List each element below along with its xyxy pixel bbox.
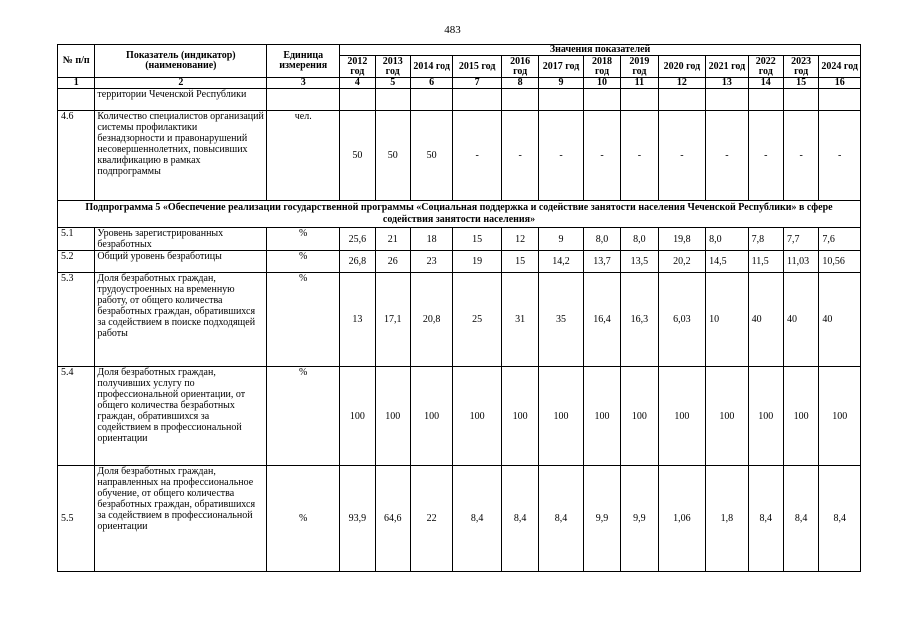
value-cell: - [539, 111, 583, 201]
row-unit: % [267, 273, 340, 367]
header-num: № п/п [58, 45, 95, 78]
value-cell: 14,5 [706, 251, 748, 273]
row-indicator: Количество специалистов организаций системы профилактики безнадзорности и правонарушений несовершеннолетних, повысивших квалификацию в рамках подпрограммы [95, 111, 267, 201]
value-cell: 13,7 [583, 251, 620, 273]
continuation-indicator: территории Чеченской Республики [95, 89, 267, 111]
column-number: 5 [375, 78, 410, 89]
value-cell: 26 [375, 251, 410, 273]
table-row [58, 228, 861, 251]
value-cell: 100 [583, 367, 620, 466]
header-year: 2019 год [621, 56, 658, 78]
value-cell: 7,8 [748, 228, 783, 251]
row-continued-v [340, 89, 375, 111]
value-cell: 20,2 [658, 251, 706, 273]
value-cell: - [453, 111, 502, 201]
value-cell: 10,56 [819, 251, 861, 273]
value-cell: - [583, 111, 620, 201]
value-cell: 9 [539, 228, 583, 251]
header-year: 2013 год [375, 56, 410, 78]
row-unit: % [267, 466, 340, 572]
column-number: 15 [783, 78, 818, 89]
value-cell: 19,8 [658, 228, 706, 251]
value-cell: 100 [453, 367, 502, 466]
value-cell: 64,6 [375, 466, 410, 572]
header-year: 2023 год [783, 56, 818, 78]
row-num: 5.5 [58, 466, 95, 572]
header-year: 2015 год [453, 56, 502, 78]
table-row [58, 466, 861, 572]
value-cell: 8,4 [783, 466, 818, 572]
row-indicator: Доля безработных граждан, получивших услугу по профессиональной ориентации, от общего количества безработных граждан, обратившихся за содействием в профессиональной ориентации [95, 367, 267, 466]
value-cell: 100 [748, 367, 783, 466]
header-year: 2018 год [583, 56, 620, 78]
column-number: 16 [819, 78, 861, 89]
header-year: 2014 год [410, 56, 452, 78]
value-cell: - [501, 111, 538, 201]
column-number: 7 [453, 78, 502, 89]
row-unit: % [267, 367, 340, 466]
value-cell: - [783, 111, 818, 201]
row-unit: % [267, 228, 340, 251]
value-cell: 100 [539, 367, 583, 466]
value-cell: 8,4 [748, 466, 783, 572]
header-year: 2017 год [539, 56, 583, 78]
value-cell: 15 [453, 228, 502, 251]
row-unit: чел. [267, 111, 340, 201]
row-indicator: Доля безработных граждан, направленных на профессиональное обучение, от общего количества безработных граждан, обратившихся за содействием в профессиональной ориентации [95, 466, 267, 572]
value-cell: 100 [783, 367, 818, 466]
header-values-title: Значения показателей [340, 45, 861, 56]
value-cell: 8,4 [539, 466, 583, 572]
value-cell: - [819, 111, 861, 201]
value-cell: 23 [410, 251, 452, 273]
value-cell: 50 [410, 111, 452, 201]
header-year: 2020 год [658, 56, 706, 78]
value-cell: 21 [375, 228, 410, 251]
value-cell: 13,5 [621, 251, 658, 273]
row-continued-num [58, 89, 95, 111]
value-cell: 6,03 [658, 273, 706, 367]
value-cell: 12 [501, 228, 538, 251]
value-cell: 100 [501, 367, 538, 466]
value-cell: 18 [410, 228, 452, 251]
value-cell: 19 [453, 251, 502, 273]
row-num: 4.6 [58, 111, 95, 201]
header-unit: Единица измерения [267, 45, 340, 78]
column-number: 4 [340, 78, 375, 89]
column-number: 3 [267, 78, 340, 89]
value-cell: 40 [783, 273, 818, 367]
row-num: 5.3 [58, 273, 95, 367]
header-year: 2022 год [748, 56, 783, 78]
value-cell: 16,3 [621, 273, 658, 367]
value-cell: 100 [819, 367, 861, 466]
value-cell: 25,6 [340, 228, 375, 251]
table-row [58, 273, 861, 367]
row-indicator: Доля безработных граждан, трудоустроенных на временную работу, от общего количества безработных граждан, обратившихся за содействием в поиске подходящей работы [95, 273, 267, 367]
row-continued-unit [267, 89, 340, 111]
value-cell: 100 [621, 367, 658, 466]
row-indicator: Уровень зарегистрированных безработных [95, 228, 267, 251]
header-year: 2024 год [819, 56, 861, 78]
value-cell: - [658, 111, 706, 201]
value-cell: 7,7 [783, 228, 818, 251]
value-cell: 15 [501, 251, 538, 273]
value-cell: 9,9 [583, 466, 620, 572]
value-cell: 40 [819, 273, 861, 367]
value-cell: 25 [453, 273, 502, 367]
row-unit: % [267, 251, 340, 273]
value-cell: 40 [748, 273, 783, 367]
column-number: 14 [748, 78, 783, 89]
header-indicator: Показатель (индикатор) (наименование) [95, 45, 267, 78]
value-cell: - [748, 111, 783, 201]
value-cell: 100 [340, 367, 375, 466]
indicators-table [57, 44, 861, 572]
value-cell: 7,6 [819, 228, 861, 251]
column-number: 12 [658, 78, 706, 89]
value-cell: - [706, 111, 748, 201]
value-cell: 8,0 [583, 228, 620, 251]
value-cell: 20,8 [410, 273, 452, 367]
column-number: 10 [583, 78, 620, 89]
value-cell: 9,9 [621, 466, 658, 572]
value-cell: 8,4 [819, 466, 861, 572]
table-row [58, 367, 861, 466]
value-cell: 26,8 [340, 251, 375, 273]
row-num: 5.4 [58, 367, 95, 466]
column-number: 6 [410, 78, 452, 89]
value-cell: 10 [706, 273, 748, 367]
value-cell: 17,1 [375, 273, 410, 367]
column-number: 1 [58, 78, 95, 89]
value-cell: 50 [340, 111, 375, 201]
value-cell: 100 [706, 367, 748, 466]
value-cell: 35 [539, 273, 583, 367]
page-number: 483 [444, 24, 461, 36]
value-cell: 31 [501, 273, 538, 367]
value-cell: 8,0 [621, 228, 658, 251]
value-cell: 93,9 [340, 466, 375, 572]
table-row [58, 251, 861, 273]
value-cell: 14,2 [539, 251, 583, 273]
row-num: 5.1 [58, 228, 95, 251]
value-cell: 1,06 [658, 466, 706, 572]
value-cell: 100 [375, 367, 410, 466]
value-cell: 50 [375, 111, 410, 201]
value-cell: 100 [658, 367, 706, 466]
value-cell: 16,4 [583, 273, 620, 367]
value-cell: 8,4 [501, 466, 538, 572]
row-indicator: Общий уровень безработицы [95, 251, 267, 273]
value-cell: 11,5 [748, 251, 783, 273]
header-year: 2012 год [340, 56, 375, 78]
column-number: 2 [95, 78, 267, 89]
column-number: 11 [621, 78, 658, 89]
column-number: 13 [706, 78, 748, 89]
value-cell: 1,8 [706, 466, 748, 572]
row-num: 5.2 [58, 251, 95, 273]
value-cell: 13 [340, 273, 375, 367]
column-number: 8 [501, 78, 538, 89]
value-cell: - [621, 111, 658, 201]
column-number: 9 [539, 78, 583, 89]
header-year: 2021 год [706, 56, 748, 78]
value-cell: 22 [410, 466, 452, 572]
header-year: 2016 год [501, 56, 538, 78]
value-cell: 11,03 [783, 251, 818, 273]
value-cell: 100 [410, 367, 452, 466]
value-cell: 8,0 [706, 228, 748, 251]
value-cell: 8,4 [453, 466, 502, 572]
subprogram-title: Подпрограмма 5 «Обеспечение реализации государственной программы «Социальная поддержка и содействие занятости населения Чеченской Республики» в сфере содействия занятости населения» [58, 201, 861, 228]
